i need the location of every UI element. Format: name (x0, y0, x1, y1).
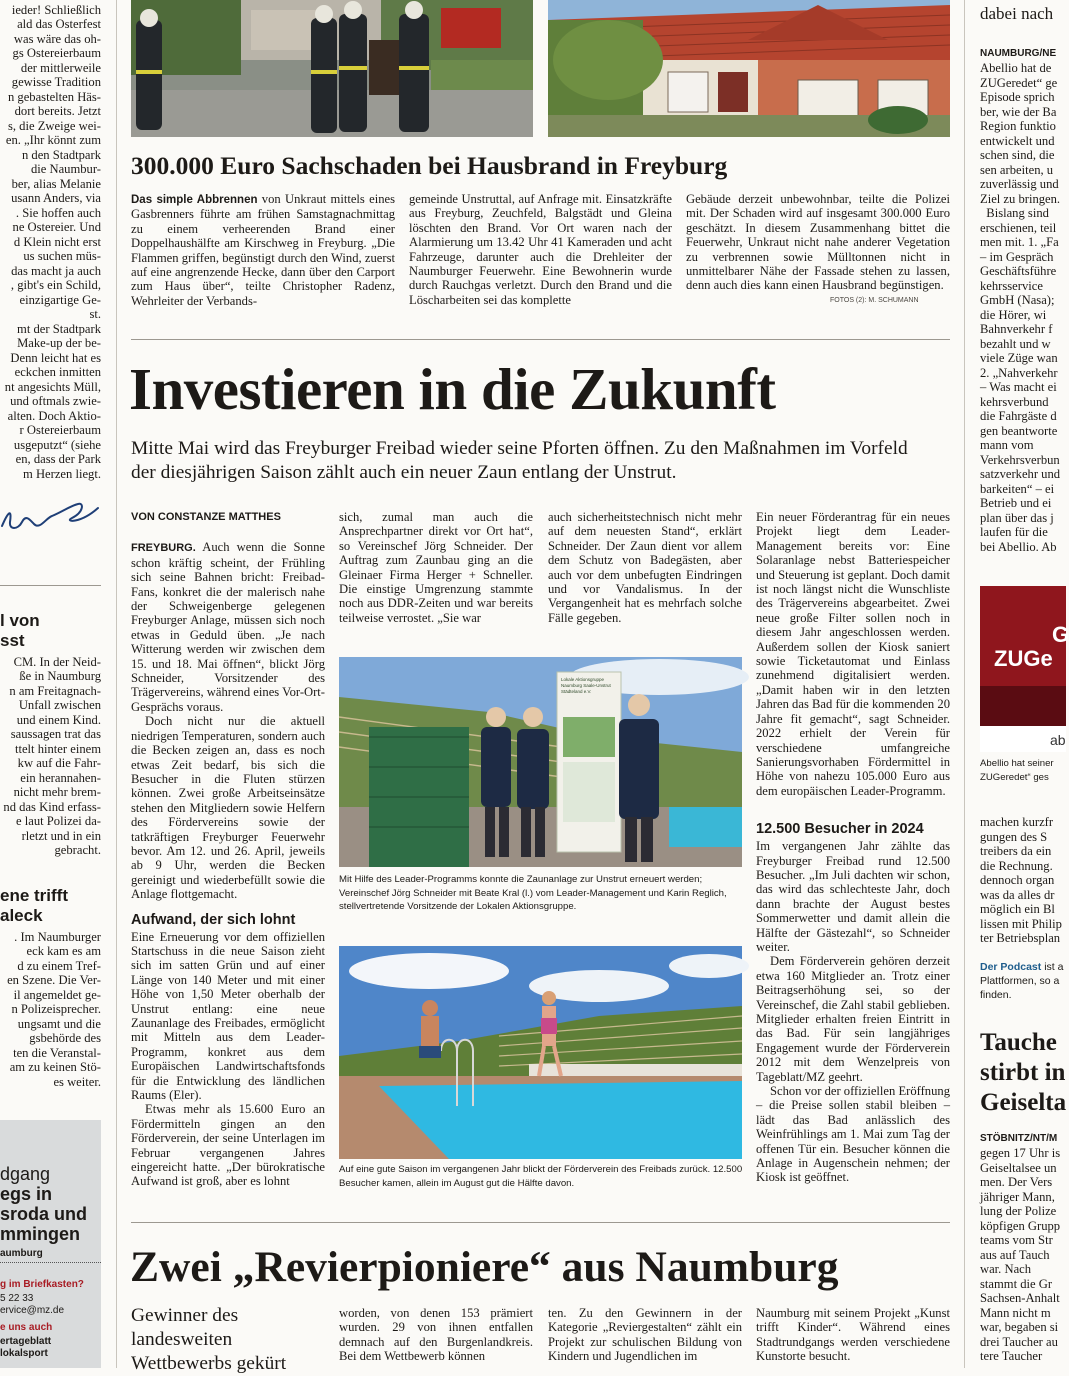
banner-line: Lokale Aktionsgruppe (561, 677, 605, 682)
right-text-1 (980, 61, 1060, 554)
bottom-col-4 (756, 1306, 950, 1364)
text-line: lung der Polize (980, 1204, 1057, 1218)
text: Ein neuer Förderantrag für ein neues Projekt liegt dem Leader-Management bereits vor: Eine Solaranlage nebst Batteriespeicher und Steuerung ist geplant. Doch damit ist noch längst nicht die Wunschliste des Trägervereins abgearbeitet. Zwei neue große Filter sollen noch in diesem Jahr angeschlossen werden. Außerdem sollen der Kiosk saniert sowie Ticketautomat und Einlass zunehmend digitalisiert werden. „Damit haben wir in den letzten Jahren das Bad für die kommenden 20 Jahre fit gemacht“, sagt Schneider. 2022 erhielt der Verein für verschiedene umfangreiche Sanierungsvorhaben Fördermittel in Höhe von nahezu 105.000 Euro aus dem europäischen Leader-Programm. (756, 510, 950, 798)
promo-place: aumburg (0, 1248, 43, 1259)
left-column-text (0, 3, 101, 481)
text-line: war. Nach (980, 1262, 1032, 1276)
text-line: ter Betriebsplan (980, 931, 1061, 945)
promo-word: ZUGe (994, 646, 1053, 671)
top-story-col-2 (409, 192, 672, 307)
photo-fence-group (339, 657, 742, 867)
headline-line: stirbt in (980, 1059, 1066, 1086)
text-line: d Klein nicht erst (13, 234, 101, 249)
promo-product: ertageblatt (0, 1336, 52, 1347)
text-line: treibers da ein (980, 844, 1052, 858)
text-line: gegen 17 Uhr is (980, 1146, 1061, 1160)
text-line: ieder! Schließlich (11, 3, 101, 17)
text-line: ber, alias Melanie (11, 176, 101, 191)
text-line: die Naumbur- (30, 162, 101, 177)
text-line: die Fahrgäste d (980, 409, 1057, 423)
text: Im vergangenen Jahr zählte das Freyburger Freibad rund 12.500 Besucher. „Im Juli dachten wir schon, das wird das schlechteste Jahr, doch dann brachte der August bestes Sommerwetter und damit allein die Hälfte der Gästezahl“, so Schneider weiter. (756, 839, 950, 954)
text-line: ald das Osterfest (17, 17, 101, 32)
text-line: zuverlässig und (980, 177, 1059, 191)
text: Gebäude derzeit unbewohnbar, teilte die Polizei mit. Der Schaden wird auf insgesamt 300.000 Euro geschätzt. In diesem Zusammenhang bittet die Feuerwehr, Unkraut nicht nahe anderer Vegetation zu verbrennen sowie Mülltonnen nicht in unmittelbarer Nähe der Fassade stehen zu lassen, denn auch dies kann einen Hausbrand begünstigen. (686, 192, 950, 293)
text-line: il angemeldet ge- (13, 987, 101, 1002)
text-line: usgeputzt“ (siehe (13, 437, 101, 452)
text-line: barkeiten“ – ei (980, 481, 1055, 496)
text-line: en Szene. Die Ver- (7, 973, 101, 988)
text-line: ten die Veranstal- (13, 1045, 101, 1060)
text-line: Episode sprich (980, 90, 1055, 104)
banner-line: Naumburg Saale-Unstrut (561, 683, 611, 688)
promo-question: g im Briefkasten? (0, 1279, 84, 1290)
promo-small: ab (1050, 732, 1066, 748)
photo-credit: FOTOS (2): M. SCHUMANN (830, 297, 919, 304)
text-line: kw auf die Fahr- (17, 756, 101, 771)
promo-line: dgang (0, 1164, 51, 1184)
text-line: Geschäftsführe (980, 264, 1057, 278)
promo-word: G (1052, 622, 1069, 647)
text-line: usann Anders, via (11, 191, 101, 206)
text-line: nd das Kind erfass- (3, 799, 101, 814)
text-line: schen sind, die (980, 148, 1055, 162)
banner-line: Städteland e.V. (561, 689, 592, 694)
photo-firefighters (131, 0, 533, 137)
text-line: möglich ein Bl (980, 902, 1055, 916)
text-line: mt der Stadtpark (17, 321, 101, 336)
text-line: ein herannahen- (20, 770, 101, 785)
promo-line: mmingen (0, 1224, 81, 1244)
left-column (0, 0, 103, 1368)
text: sich, zumal man auch die Ansprechpartner direkt vor Ort hat“, so Vereinschef Jörg Schneider. Der Auftrag zum Zaunbau ging an die Gleinaer Firma Herger + Schneller. Die einstige Umgrenzung stammte noch aus DDR-Zeiten und war bereits teilweise verrostet. „Sie war (339, 510, 533, 625)
section-divider (131, 339, 950, 340)
text-line: Verkehrsverbun (980, 452, 1060, 467)
text-line: n Polizeisprecher. (11, 1002, 101, 1017)
text-line: saussagen trat das (10, 727, 101, 742)
promo-link[interactable]: e uns auch (0, 1322, 53, 1333)
left-story-2 (0, 930, 101, 1089)
text-line: Geiseltalsee un (980, 1160, 1057, 1175)
caption-pool: Auf eine gute Saison im vergangenen Jahr blickt der Förderverein des Freibads zurück. 12.500 Besucher kamen, allein im August gut die Hälfte davon. (339, 1164, 743, 1189)
caption-line: ZUGeredet“ ges (980, 772, 1049, 783)
top-story-col-3 (686, 192, 950, 293)
text-line: es weiter. (53, 1074, 101, 1089)
text-line: Bislang sind (980, 206, 1049, 220)
text: auch sicherheitstechnisch nicht mehr auf dem neuesten Stand“, erklärt Schneider. Der Zaun dient vor allem dem Schutz von Badegästen, aber auch vor dem unbefugten Eindringen und vor Vandalismus. In der Vergangenheit hat es mehrfach solche Fälle gegeben. (548, 510, 742, 625)
text-line: en. „Ihr könnt zum (5, 133, 101, 148)
text-line: men mit. 1. „Fa (980, 235, 1059, 249)
column-rule (116, 0, 117, 1368)
right-text-3 (980, 1146, 1060, 1364)
main-headline: Investieren in die Zukunft (129, 356, 776, 422)
main-col-4 (756, 510, 950, 1185)
text-line: jähriger Mann, (980, 1189, 1055, 1204)
bottom-headline: Zwei „Revierpioniere“ aus Naumburg (130, 1243, 839, 1291)
promo-box (0, 1120, 101, 1368)
text: finden. (980, 989, 1012, 1001)
text-line: Unfall zwischen (15, 698, 101, 713)
text-line: us suchen müs- (23, 249, 101, 264)
text-line: ZUGeredet“ ge (980, 75, 1058, 90)
text-line: – im Gespräch (980, 249, 1054, 264)
text-line: n am Freitagnach- (9, 683, 101, 698)
text-line: dennoch organ (980, 873, 1055, 887)
text-line: laufen für die (980, 525, 1048, 539)
banner-text (561, 677, 617, 695)
text-line: . Im Naumburger (14, 930, 101, 944)
text-line: Make-up der be- (13, 336, 101, 351)
text-line: Denn leicht hat es (7, 350, 101, 365)
promo-product: lokalsport (0, 1348, 48, 1359)
text-line: st. (89, 307, 101, 322)
text: Doch nicht nur die aktuell niedrigen Temperaturen, sondern auch die Becken zeigen an, dass es noch etwas Zeit bedarf, bis sich die Besucher in die Fluten stürzen können. Zwei große Arbeitseinsätze stehen den Mitgliedern sowie Helfern des Fördervereins sowie der tatkräftigen Freyburger Feuerwehr bevor. Am 12. und 26. April, jeweils ab 9 Uhr, werden die Becken gereinigt und wiederbefüllt sowie die Anlage flottgemacht. (131, 714, 325, 902)
right-headline (980, 1028, 1066, 1118)
text-line: n gebastelten Häs- (7, 89, 101, 104)
text-line: mann vom (980, 438, 1034, 452)
section-divider (131, 1222, 950, 1223)
text-line: Bahnverkehr f (980, 322, 1053, 336)
text-line: alten. Doch Aktio- (7, 408, 101, 423)
text-line: bei Abellio. Ab (980, 539, 1057, 554)
main-col-1 (131, 510, 325, 1189)
left-headline-2 (0, 886, 68, 926)
text-line: die Hörer, wi (980, 307, 1047, 322)
text-line: n den Stadtpark (21, 147, 101, 162)
text-line: köpfigen Grupp (980, 1218, 1061, 1233)
caption-fence: Mit Hilfe des Leader-Programms konnte die Zaunanlage zur Unstrut erneuert werden; Vereinschef Jörg Schneider mit Beate Kral (l.) vom Leader-Management und Karin Reglich, stellvertretende Vorsitzende der Lokalen Aktionsgruppe. (339, 874, 727, 912)
text: Naumburg mit seinem Projekt „Kunst trifft Kinder“. Während eines Stadtrundgangs werden verschiedene Kunstorte besucht. (756, 1306, 950, 1364)
text-line: gewisse Tradition (11, 75, 101, 90)
headline-line: aleck (0, 906, 43, 925)
text-line: kehrsverbund (980, 394, 1049, 409)
text-line: dort bereits. Jetzt (11, 104, 101, 119)
text: Plattformen, so a (980, 975, 1060, 987)
headline-line: Geiselta (980, 1089, 1067, 1116)
text: Schon vor der offiziellen Eröffnung – die Preise sollen stabil bleiben – lädt das Bad anlässlich des Weinfrühlings am 1. Mai zum Tag der offenen Tür ein. Besucher können die Anlage in Augenschein nehmen; der Kiosk ist geöffnet. (756, 1084, 950, 1185)
text: ist a (1041, 961, 1064, 973)
text-line: Mann nicht m (980, 1305, 1051, 1320)
text-line: was wäre das oh- (10, 31, 101, 46)
text-line: der mittlerweile (17, 60, 101, 75)
promo-phone: 5 22 33 (0, 1293, 34, 1304)
text-line: gebracht. (54, 843, 101, 858)
headline-line: ene trifft (0, 886, 68, 905)
top-story-headline: 300.000 Euro Sachschaden bei Hausbrand in Freyburg (131, 151, 728, 180)
bottom-col-3 (548, 1306, 742, 1364)
text-line: nt angesichts Müll, (4, 379, 101, 394)
text-line: am zu keinen Stö- (9, 1060, 101, 1075)
text-line: bezahlt und w (980, 336, 1051, 351)
right-top-line: dabei nach (980, 4, 1054, 23)
text-line: men. Der Vers (980, 1175, 1053, 1189)
main-col-3 (548, 510, 742, 625)
text-line: satzverkehr und (980, 467, 1061, 481)
byline: VON CONSTANZE MATTHES (131, 511, 281, 523)
text-line: s, die Zweige wei- (7, 118, 101, 133)
podcast-note (980, 960, 1063, 1002)
text-line: e laut Polizei da- (16, 814, 101, 829)
text-line: 2. „Nahverkehr (980, 365, 1058, 380)
right-caption (980, 757, 1054, 785)
text-line: kehrsservice (980, 278, 1043, 293)
main-col-2 (339, 510, 533, 625)
bottom-col-2 (339, 1306, 533, 1364)
text-line: rletzt und in ein (21, 828, 101, 843)
signature-image (0, 492, 103, 542)
text-line: viele Züge wan (980, 351, 1058, 365)
headline-line: l von (0, 611, 40, 630)
text-line: ne Ostereier. Und (12, 220, 101, 235)
column-rule (964, 0, 965, 1368)
text-line: Betrieb und ei (980, 496, 1052, 510)
text-line: ungsamt und die (17, 1016, 101, 1031)
right-column (980, 0, 1069, 1368)
text-line: Region funktio (980, 119, 1056, 133)
text-line: en, dass der Park (15, 452, 101, 467)
left-headline-1 (0, 611, 40, 651)
text-line: sen arbeiten, u (980, 162, 1054, 177)
text-line: Abellio hat de (980, 61, 1052, 75)
text-line: plan über das j (980, 510, 1054, 525)
text-line: entwickelt und (980, 133, 1055, 148)
text-line: d zu einem Tref- (17, 958, 101, 973)
text-line: ber, wie der Ba (980, 104, 1057, 119)
text-line: Sachsen-Anhalt (980, 1291, 1060, 1305)
podcast-link[interactable]: Der Podcast (980, 961, 1042, 973)
caption-line: Abellio hat seiner (980, 758, 1054, 769)
text-line: Ziel zu bringen. (980, 191, 1061, 206)
text-line: eckchen inmitten (14, 365, 101, 380)
subheading: 12.500 Besucher in 2024 (756, 821, 924, 838)
text-line: war, begaben si (980, 1320, 1059, 1334)
text-line: – Was macht ei (980, 380, 1057, 394)
text-line: gsbehörde des (29, 1031, 101, 1046)
text-line: tere Taucher (980, 1349, 1043, 1363)
left-divider (0, 585, 101, 586)
text-line: nicht mehr brem- (13, 785, 101, 800)
promo-line: sroda und (0, 1204, 88, 1224)
photo-pool (339, 946, 742, 1159)
text-line: . Sie hoffen auch (15, 205, 101, 220)
text-line: und oftmals zwie- (10, 394, 101, 409)
text-line: erschienen, teil (980, 220, 1057, 235)
text-line: was da alles dr (980, 887, 1055, 902)
dateline: FREYBURG. (131, 542, 196, 555)
text-line: drei Taucher au (980, 1334, 1058, 1349)
text-line: gungen des S (980, 829, 1048, 844)
text-line: stammt die Gr (980, 1276, 1053, 1291)
right-dateline-2: STÖBNITZ/NT/M (980, 1133, 1058, 1144)
text-line: und einem Kind. (16, 712, 101, 727)
text-line: gen beantworte (980, 423, 1058, 438)
text-line: eck kam es am (26, 944, 101, 959)
text-line: r Ostereierbaum (19, 423, 101, 438)
text: ten. Zu den Gewinnern in der Kategorie „Reviergestalten“ zählt ein Projekt zur schulischen Bildung von Kindern und Jugendlichen im (548, 1306, 742, 1364)
promo-image (980, 586, 1069, 752)
text-line: m Herzen liegt. (23, 466, 101, 481)
text: worden, von denen 153 prämiert wurden. 29 von ihnen entfallen demnach auf den Burgenlandkreis. Bei dem Wettbewerb können (339, 1306, 533, 1364)
right-text-2 (980, 815, 1062, 946)
text: Dem Förderverein gehören derzeit etwa 160 Mitglieder an. Trotz einer Beitragserhöhung sei, so der Vereinschef, die Zahl stabil geblieben. Mitglieder erhalten freien Eintritt in das Bad. Für sein langjähriges Engagement wurde der Förderverein 2012 mit dem Wenzelpreis von Tageblatt/MZ geehrt. (756, 954, 950, 1084)
text-line: , gibt's ein Schild, (10, 278, 101, 293)
text-line: das macht ja auch (11, 263, 101, 278)
text-line: ße in Naumburg (19, 669, 101, 684)
top-story-col-1 (131, 192, 395, 308)
subheading: Aufwand, der sich lohnt (131, 911, 296, 928)
headline-line: sst (0, 631, 25, 650)
top-story-lead: Das simple Abbrennen (131, 194, 258, 206)
text: Eine Erneuerung vor dem offiziellen Startschuss in die neue Saison zieht sich im satten Grün und auf einer Länge von 140 Meter und mit einer Höhe von 1,50 Meter oberhalb der Unstrut entlang: eine neue Zaunanlage des Freibades, ermöglicht mit Mitteln aus dem Leader-Programm, konkret aus dem Europäischen Landwirtschaftsfonds für die Entwicklung des ländlichen Raums (Eler). (131, 929, 325, 1103)
text: Etwas mehr als 15.600 Euro an Fördermitteln gingen an den Förderverein, der seine Unterlagen im Februar vergangenen Jahres eingereicht hatte. „Der bürokratische Aufwand ist groß, aber es lohnt (131, 1102, 325, 1189)
promo-line: egs in (0, 1184, 53, 1204)
promo-email[interactable]: ervice@mz.de (0, 1305, 65, 1316)
text-line: lissen mit Philip (980, 916, 1062, 931)
text-line: CM. In der Neid- (13, 655, 101, 669)
text-line: GmbH (Nasa); (980, 293, 1055, 307)
text: Auch wenn die Sonne schon kräftig scheint, der Frühling sich seine Bahnen bricht: Freibad-Fans, konkret die der malerisch nahe der Schweigenberge gelegenen Freyburger Anlage, müssen sich noch etwas in Geduld üben. „Je nach Witterung werden wir zwischen dem 15. und 18. Mai öffnen“, blickt Jörg Schneider, Vorsitzender des Trägervereins, während eines Vor-Ort-Gesprächs voraus. (131, 540, 325, 714)
text-line: aus auf Tauch (980, 1247, 1050, 1262)
text-line: die Rechnung. (980, 858, 1053, 873)
right-dateline: NAUMBURG/NE (980, 48, 1057, 59)
text-line: einzigartige Ge- (16, 292, 101, 307)
text: gemeinde Unstruttal, auf Anfrage mit. Einsatzkräfte aus Freyburg, Zeuchfeld, Balgstädt und Gleina löschten den Brand. Vor Ort waren nach der Alarmierung um 13.42 Uhr 41 Kameraden und acht Fahrzeuge, darunter auch die Drehleiter der Naumburger Feuerwehr. Eine Bewohnerin wurde durch Rauchgas verletzt. Durch den Brand und die Löscharbeiten sei das komplette (409, 192, 672, 307)
main-deck: Mitte Mai wird das Freyburger Freibad wieder seine Pforten öffnen. Zu den Maßnahmen im Vorfeld der diesjährigen Saison zählt auch ein neuer Zaun entlang der Unstrut. (131, 438, 908, 483)
text: von Unkraut mittels eines Gasbrenners führte am frühen Samstagnachmittag zu einem verheerenden Brand einer Doppelhaushälfte am Kirschweg in Freyburg. „Die Flammen griffen, begünstigt durch den Wind, zuerst auf eine angrenzende Hecke, dann über den Carport zum Haus über“, teilte Christopher Radenz, Wehrleiter der Verbands- (131, 192, 395, 308)
headline-line: Tauche (980, 1029, 1057, 1056)
left-story-1 (0, 655, 101, 858)
bottom-deck: Gewinner des landesweiten Wettbewerbs gekürt (131, 1305, 287, 1374)
text-line: teams vom Str (980, 1233, 1053, 1247)
text-line: machen kurzfr (980, 815, 1054, 829)
text-line: ttelt hinter einem (14, 741, 101, 756)
text-line: gs Ostereierbaum (12, 46, 101, 61)
photo-house (548, 0, 950, 137)
